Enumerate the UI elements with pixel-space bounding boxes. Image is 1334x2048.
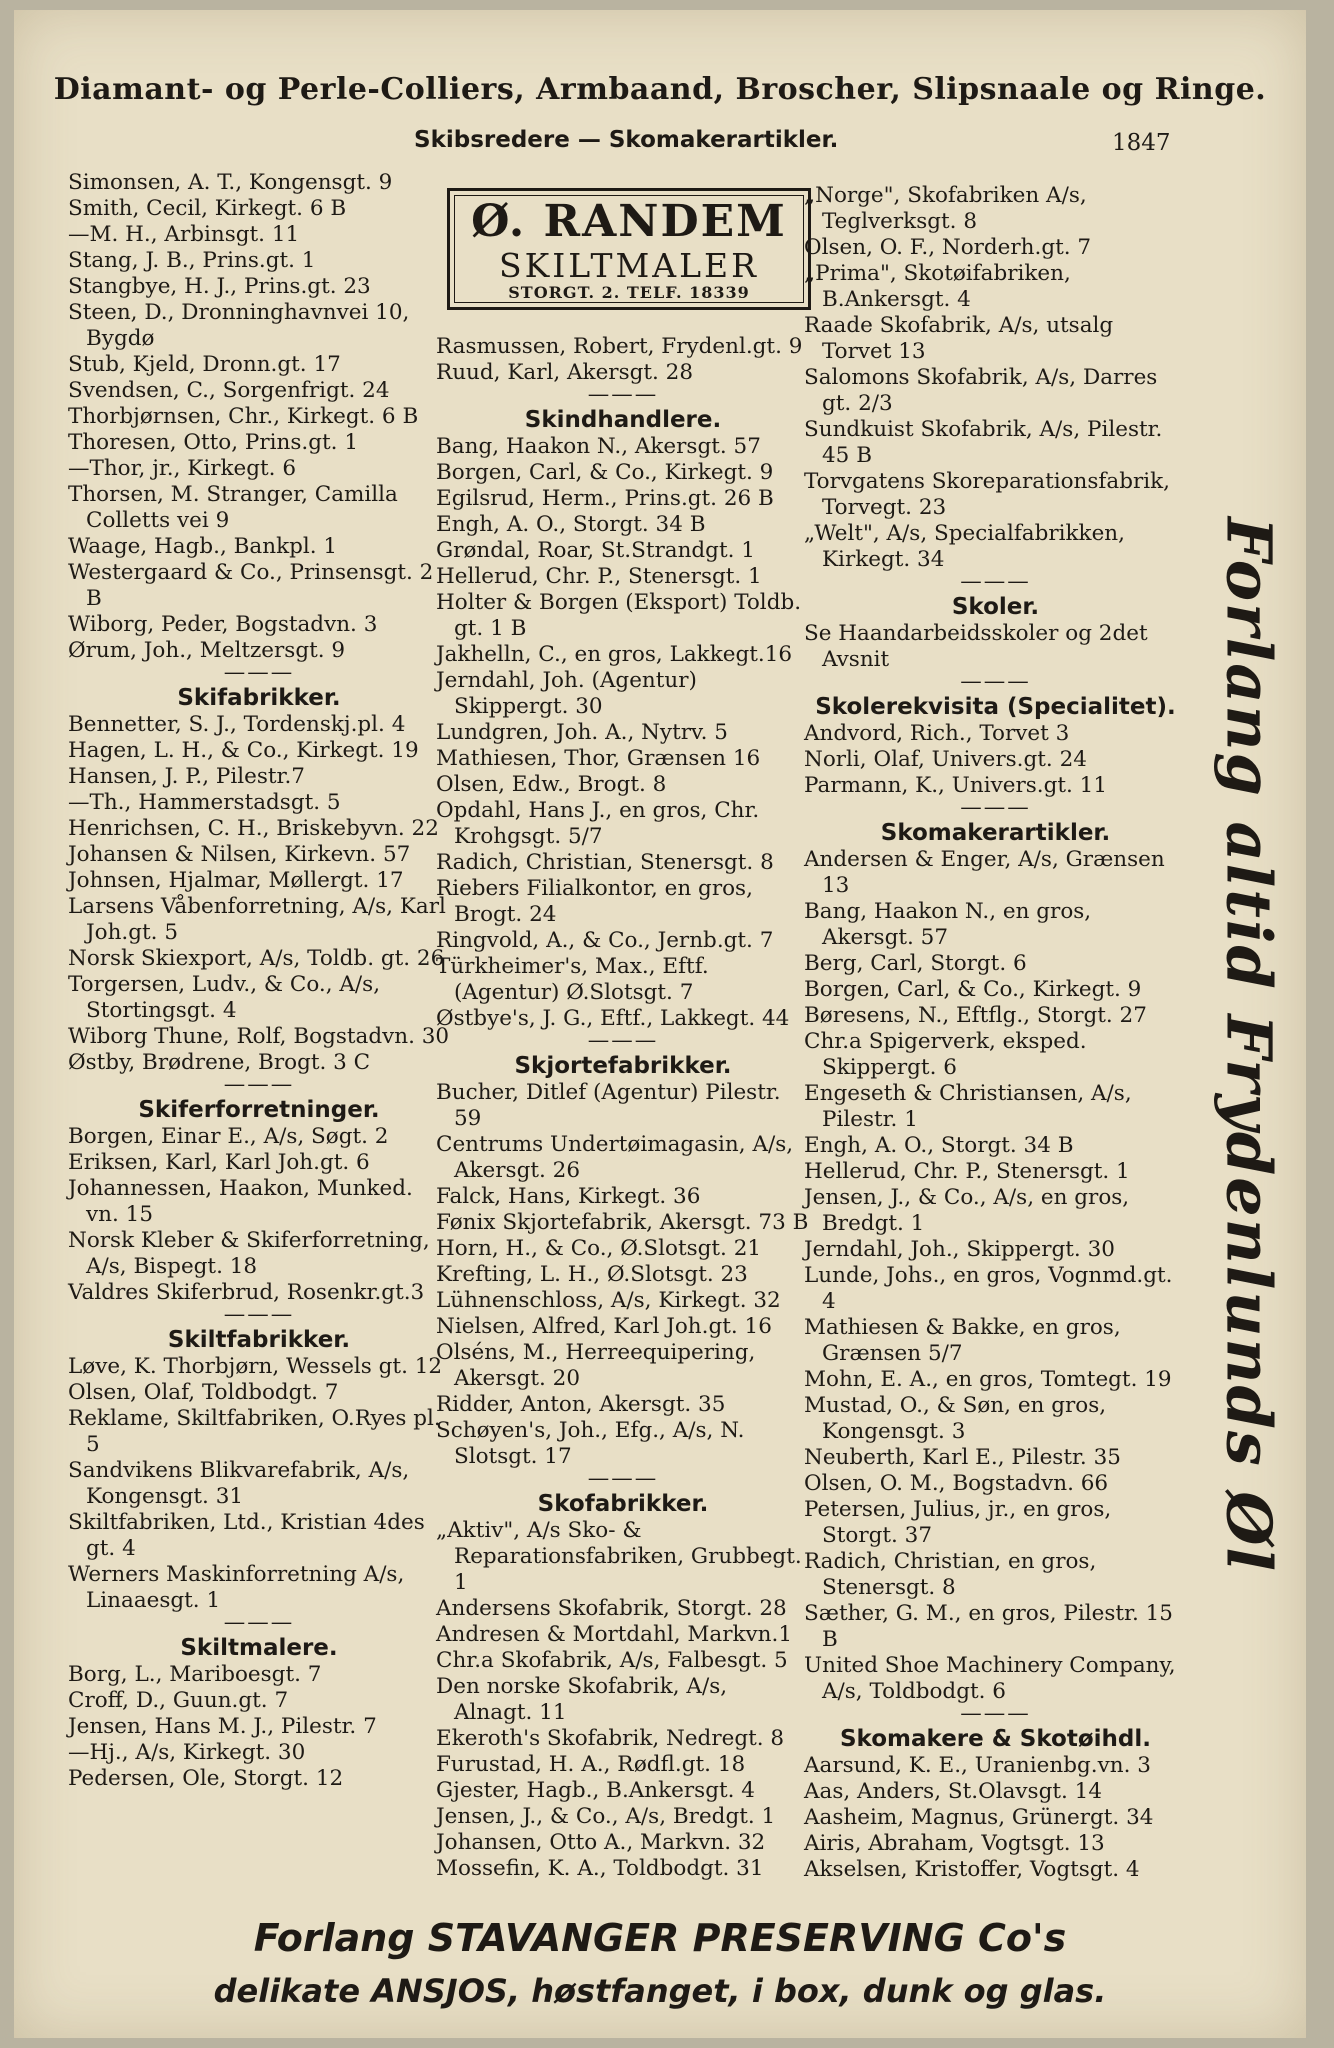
directory-entry: Jensen, J., & Co., A/s, Bredgt. 1 [436,1804,776,1829]
directory-entry: Thorbjørnsen, Chr., Kirkegt. 6 B [68,404,419,429]
ad-trade: SKILTMALER [498,246,759,285]
section-divider: ——— [960,569,1031,594]
directory-entry: Jerndahl, Joh. (Agentur) Skippergt. 30 [436,668,697,719]
column-right [804,183,1187,1883]
directory-entry: Østby, Brødrene, Brogt. 3 C [68,1050,371,1075]
section-heading: Skifabrikker. [177,685,341,711]
directory-entry: Andvord, Rich., Torvet 3 [804,721,1070,746]
section-divider: ——— [960,1701,1031,1726]
directory-entry: Chr.a Skofabrik, A/s, Falbesgt. 5 [436,1648,788,1673]
directory-entry: „Norge", Skofabriken A/s, Teglverksgt. 8 [804,183,1087,234]
directory-page [14,10,1306,2038]
directory-entry: Svendsen, C., Sorgenfrigt. 24 [68,378,390,403]
directory-entry: Lundgren, Joh. A., Nytrv. 5 [436,720,728,745]
directory-entry: —Th., Hammerstadsgt. 5 [68,790,341,815]
directory-entry: Johnsen, Hjalmar, Møllergt. 17 [68,868,404,893]
directory-entry: „Prima", Skotøifabriken, B.Ankersgt. 4 [804,261,1071,312]
directory-entry: Olsen, Edw., Brogt. 8 [436,772,667,797]
directory-entry: Sæther, G. M., en gros, Pilestr. 15 B [804,1601,1173,1652]
directory-entry: Hellerud, Chr. P., Stenersgt. 1 [436,564,762,589]
directory-entry: Berg, Carl, Storgt. 6 [804,951,1027,976]
section-divider: ——— [223,1610,295,1635]
directory-entry: Stub, Kjeld, Dronn.gt. 17 [68,352,341,377]
directory-entry: Lunde, Johs., en gros, Vognmd.gt. 4 [804,1263,1173,1314]
directory-entry: Engh, A. O., Storgt. 34 B [804,1133,1074,1158]
directory-entry: Sundkuist Skofabrik, A/s, Pilestr. 45 B [804,417,1163,468]
directory-entry: Børesens, N., Eftflg., Storgt. 27 [804,1003,1147,1028]
directory-entry: Ruud, Karl, Akersgt. 28 [436,360,694,385]
directory-entry: Gjester, Hagb., B.Ankersgt. 4 [436,1778,755,1803]
directory-entry: Wiborg Thune, Rolf, Bogstadvn. 30 [68,1024,450,1049]
directory-entry: Airis, Abraham, Vogtsgt. 13 [804,1831,1105,1856]
directory-entry: Løve, K. Thorbjørn, Wessels gt. 12 [68,1354,443,1379]
directory-entry: Stangbye, H. J., Prins.gt. 23 [68,274,371,299]
directory-entry: Borgen, Carl, & Co., Kirkegt. 9 [804,977,1142,1002]
section-divider: ——— [223,1072,295,1097]
section-heading: Skiltmalere. [180,1635,338,1661]
directory-entry: Bang, Haakon N., Akersgt. 57 [436,434,761,459]
directory-entry: Nielsen, Alfred, Karl Joh.gt. 16 [436,1314,772,1339]
directory-entry: Borgen, Carl, & Co., Kirkegt. 9 [436,460,774,485]
directory-entry: Johannessen, Haakon, Munked. vn. 15 [68,1176,413,1227]
directory-entry: Ekeroth's Skofabrik, Nedregt. 8 [436,1726,785,1751]
directory-entry: Skiltfabriken, Ltd., Kristian 4des gt. 4 [68,1510,425,1561]
directory-entry: Türkheimer's, Max., Eftf. (Agentur) Ø.Slotsgt. 7 [436,954,709,1005]
directory-entry: —Hj., A/s, Kirkegt. 30 [68,1740,306,1765]
directory-entry: Reklame, Skiltfabriken, O.Ryes pl. 5 [68,1406,441,1457]
directory-entry: Salomons Skofabrik, A/s, Darres gt. 2/3 [804,365,1158,416]
directory-entry: Engh, A. O., Storgt. 34 B [436,512,706,537]
column-middle [436,334,810,1882]
directory-entry: Smith, Cecil, Kirkegt. 6 B [68,196,347,221]
directory-entry: Mohn, E. A., en gros, Tomtegt. 19 [804,1367,1172,1392]
directory-entry: Simonsen, A. T., Kongensgt. 9 [68,170,393,195]
directory-entry: Holter & Borgen (Eksport) Toldb. gt. 1 B [436,590,802,641]
directory-entry: Mossefin, K. A., Toldbodgt. 31 [436,1856,764,1881]
directory-entry: Waage, Hagb., Bankpl. 1 [68,534,338,559]
directory-entry: Lühnenschloss, A/s, Kirkegt. 32 [436,1288,781,1313]
directory-entry: Thoresen, Otto, Prins.gt. 1 [68,430,359,455]
directory-entry: Johansen, Otto A., Markvn. 32 [436,1830,766,1855]
directory-entry: Petersen, Julius, jr., en gros, Storgt. 37 [804,1497,1112,1548]
directory-entry: Jensen, Hans M. J., Pilestr. 7 [68,1714,377,1739]
section-divider: ——— [960,795,1031,820]
advertisement-banner: Diamant- og Perle-Colliers, Armbaand, Broscher, Slipsnaale og Ringe. [53,72,1267,107]
directory-entry: Westergaard & Co., Prinsensgt. 2 B [68,560,434,611]
section-heading: Skoler. [951,594,1040,620]
directory-entry: Ørum, Joh., Meltzersgt. 9 [68,638,346,663]
directory-entry: Sandvikens Blikvarefabrik, A/s, Kongensgt. 31 [68,1458,410,1509]
directory-entry: Werners Maskinforretning A/s, Linaaesgt. 1 [68,1562,405,1613]
section-divider: ——— [223,660,295,685]
directory-entry: Andersens Skofabrik, Storgt. 28 [436,1596,787,1621]
directory-entry: Stang, J. B., Prins.gt. 1 [68,248,316,273]
directory-entry: Schøyen's, Joh., Efg., A/s, N. Slotsgt. 17 [436,1418,745,1469]
directory-entry: Parmann, K., Univers.gt. 11 [804,773,1108,798]
directory-entry: Bucher, Ditlef (Agentur) Pilestr. 59 [436,1080,781,1131]
directory-entry: Steen, D., Dronninghavnvei 10, Bygdø [68,300,410,351]
directory-entry: Radich, Christian, Stenersgt. 8 [436,850,774,875]
directory-entry: Pedersen, Ole, Storgt. 12 [68,1766,344,1791]
directory-entry: —M. H., Arbinsgt. 11 [68,222,300,247]
ad-address: STORGT. 2. TELF. 18339 [508,283,750,302]
directory-entry: Norli, Olaf, Univers.gt. 24 [804,747,1087,772]
section-heading: Skjortefabrikker. [514,1053,732,1079]
directory-entry: Jerndahl, Joh., Skippergt. 30 [804,1237,1115,1262]
directory-entry: Radich, Christian, en gros, Stenersgt. 8 [804,1549,1097,1600]
directory-entry: Olsen, Olaf, Toldbodgt. 7 [68,1380,339,1405]
directory-entry: Andersen & Enger, A/s, Grænsen 13 [804,847,1165,898]
directory-entry: Opdahl, Hans J., en gros, Chr. Krohgsgt. 5/7 [436,798,760,849]
directory-entry: Aarsund, K. E., Uranienbg.vn. 3 [804,1753,1151,1778]
directory-entry: Mathiesen, Thor, Grænsen 16 [436,746,761,771]
directory-entry: Raade Skofabrik, A/s, utsalg Torvet 13 [804,313,1114,364]
directory-entry: Borgen, Einar E., A/s, Søgt. 2 [68,1124,389,1149]
section-divider: ——— [960,669,1031,694]
section-divider: ——— [587,1028,659,1053]
randem-advertisement [447,188,811,310]
section-divider: ——— [587,382,659,407]
directory-entry: Falck, Hans, Kirkegt. 36 [436,1184,701,1209]
page-running-header: Skibsredere — Skomakerartikler. [414,127,839,153]
section-heading: Skiltfabrikker. [167,1327,351,1353]
directory-entry: Ridder, Anton, Akersgt. 35 [436,1392,726,1417]
section-heading: Skomakerartikler. [880,820,1111,846]
section-heading: Skomakere & Skotøihdl. [839,1726,1151,1752]
directory-entry: Fønix Skjortefabrik, Akersgt. 73 B [436,1210,809,1235]
section-heading: Skolerekvisita (Specialitet). [815,694,1176,720]
directory-entry: Hellerud, Chr. P., Stenersgt. 1 [804,1159,1130,1184]
directory-entry: Thorsen, M. Stranger, Camilla Colletts vei 9 [68,482,398,533]
directory-entry: Akselsen, Kristoffer, Vogtsgt. 4 [804,1857,1140,1882]
directory-entry: Den norske Skofabrik, A/s, Alnagt. 11 [436,1674,728,1725]
directory-entry: Chr.a Spigerverk, eksped. Skippergt. 6 [804,1029,1087,1080]
directory-entry: Horn, H., & Co., Ø.Slotsgt. 21 [436,1236,762,1261]
directory-entry: Rasmussen, Robert, Frydenl.gt. 9 [436,334,803,359]
section-divider: ——— [587,1466,659,1491]
directory-entry: Centrums Undertøimagasin, A/s, Akersgt. 26 [436,1132,794,1183]
section-heading: Skiferforretninger. [138,1097,380,1123]
directory-entry: Bang, Haakon N., en gros, Akersgt. 57 [804,899,1092,950]
directory-entry: Henrichsen, C. H., Briskebyvn. 22 [68,816,439,841]
column-left [68,170,450,1792]
directory-entry: Aas, Anders, St.Olavsgt. 14 [804,1779,1103,1804]
directory-entry: Jensen, J., & Co., A/s, en gros, Bredgt. 1 [804,1185,1130,1236]
bottom-advertisement-line2: delikate ANSJOS, høstfanget, i box, dunk og glas. [213,1972,1107,2010]
directory-entry: Jakhelln, C., en gros, Lakkegt.16 [436,642,793,667]
directory-entry: Engeseth & Christiansen, A/s, Pilestr. 1 [804,1081,1132,1132]
directory-entry: Torvgatens Skoreparationsfabrik, Torvegt. 23 [804,469,1170,520]
directory-entry: Valdres Skiferbrud, Rosenkr.gt.3 [68,1280,425,1305]
directory-entry: Norsk Kleber & Skiferforretning, A/s, Bispegt. 18 [68,1228,430,1279]
directory-entry: Hagen, L. H., & Co., Kirkegt. 19 [68,738,419,763]
directory-entry: Krefting, L. H., Ø.Slotsgt. 23 [436,1262,748,1287]
directory-entry: Neuberth, Karl E., Pilestr. 35 [804,1445,1121,1470]
directory-entry: Borg, L., Mariboesgt. 7 [68,1662,322,1687]
directory-entry: —Thor, jr., Kirkegt. 6 [68,456,297,481]
directory-entry: Wiborg, Peder, Bogstadvn. 3 [68,612,378,637]
directory-entry: Croff, D., Guun.gt. 7 [68,1688,289,1713]
directory-entry: Eriksen, Karl, Karl Joh.gt. 6 [68,1150,370,1175]
directory-entry: Hansen, J. P., Pilestr.7 [68,764,305,789]
directory-entry: Mathiesen & Bakke, en gros, Grænsen 5/7 [804,1315,1121,1366]
directory-entry: Furustad, H. A., Rødfl.gt. 18 [436,1752,746,1777]
section-heading: Skofabrikker. [537,1491,709,1517]
directory-entry: United Shoe Machinery Company, A/s, Toldbodgt. 6 [804,1653,1176,1704]
directory-entry: Aasheim, Magnus, Grünergt. 34 [804,1805,1154,1830]
section-divider: ——— [223,1302,295,1327]
directory-entry: Bennetter, S. J., Tordenskj.pl. 4 [68,712,406,737]
directory-entry: Olsen, O. M., Bogstadvn. 66 [804,1471,1109,1496]
directory-entry: Riebers Filialkontor, en gros, Brogt. 24 [436,876,753,927]
directory-entry: Olsen, O. F., Norderh.gt. 7 [804,235,1092,260]
directory-entry: Torgersen, Ludv., & Co., A/s, Stortingsgt. 4 [68,972,381,1023]
side-advertisement: Forlang altid Frydenlunds Øl [1212,517,1286,1573]
directory-entry: Grøndal, Roar, St.Strandgt. 1 [436,538,755,563]
bottom-advertisement-line1: Forlang STAVANGER PRESERVING Co's [253,1916,1067,1960]
directory-entry: „Welt", A/s, Specialfabrikken, Kirkegt. 34 [804,521,1125,572]
directory-entry: Andresen & Mortdahl, Markvn.1 [436,1622,793,1647]
directory-entry: Egilsrud, Herm., Prins.gt. 26 B [436,486,774,511]
directory-entry: Østbye's, J. G., Eftf., Lakkegt. 44 [436,1006,790,1031]
directory-entry: „Aktiv", A/s Sko- & Reparationsfabriken, Grubbegt. 1 [436,1518,802,1595]
directory-entry: Se Haandarbeidsskoler og 2det Avsnit [804,621,1148,672]
ad-company-name: Ø. RANDEM [471,196,787,247]
directory-entry: Ringvold, A., & Co., Jernb.gt. 7 [436,928,774,953]
section-heading: Skindhandlere. [524,407,722,433]
directory-entry: Mustad, O., & Søn, en gros, Kongensgt. 3 [804,1393,1107,1444]
page-number: 1847 [1112,130,1171,156]
directory-entry: Larsens Våbenforretning, A/s, Karl Joh.gt. 5 [68,894,446,945]
directory-entry: Johansen & Nilsen, Kirkevn. 57 [68,842,411,867]
directory-entry: Olséns, M., Herreequipering, Akersgt. 20 [436,1340,756,1391]
directory-entry: Norsk Skiexport, A/s, Toldb. gt. 26 [68,946,445,971]
